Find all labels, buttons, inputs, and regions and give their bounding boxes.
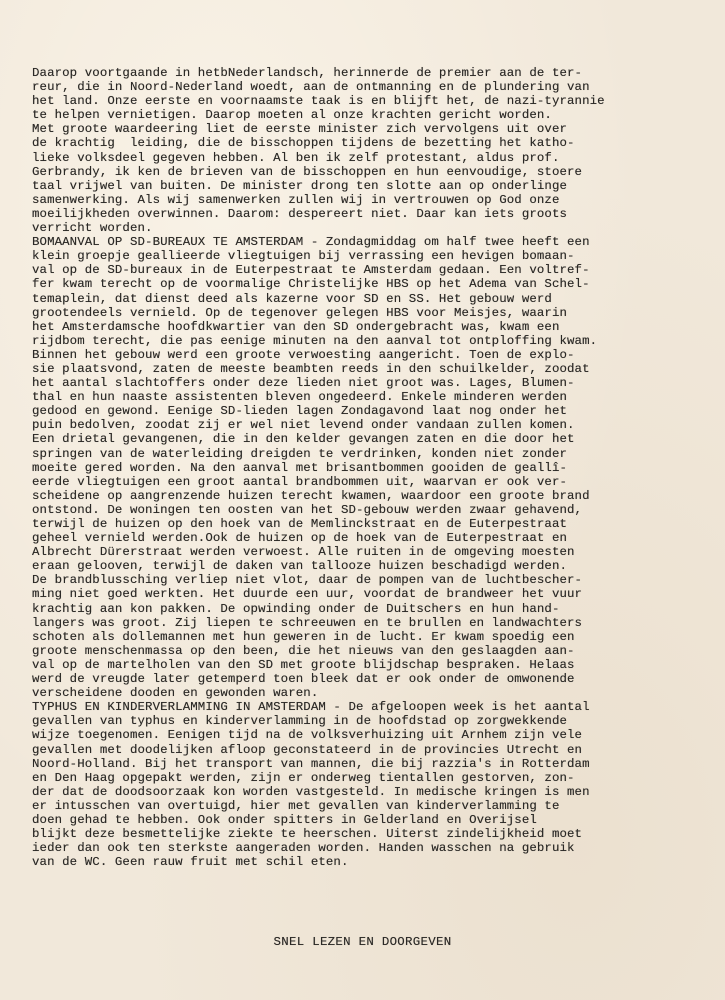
text-line: Albrecht Dürerstraat werden verwoest. Alle ruiten in de omgeving moesten [32, 545, 575, 560]
text-line: sie plaatsvond, zaten de meeste beambten reeds in den schuilkelder, zoodat [32, 361, 590, 376]
text-line: Daarop voortgaande in hetbNederlandsch, herinnerde de premier aan de ter- [32, 66, 583, 80]
text-line: langers was groot. Zij liepen te schreeuwen en te brullen en landwachters [32, 615, 583, 630]
text-line: samenwerking. Als wij samenwerken zullen wij in vertrouwen op God onze [32, 192, 560, 207]
text-line: blijkt deze besmettelijke ziekte te heerschen. Uiterst zindelijkheid moet [32, 827, 583, 842]
text-line: puin bedolven, zoodat zij er wel niet levend onder vandaan zullen komen. [32, 418, 575, 433]
text-line: taal vrijwel van buiten. De minister drong ten slotte aan op onderlinge [32, 178, 568, 193]
text-line: rijdbom terecht, die pas eenige minuten na den aanval tot ontploffing kwam. [32, 333, 598, 348]
text-line: eerde vliegtuigen een groot aantal brandbommen uit, waarvan er ook ver- [32, 474, 568, 489]
text-line: der dat de doodsoorzaak kon worden vastgesteld. In medische kringen is men [32, 784, 590, 799]
text-line: scheidene op aangrenzende huizen terecht kwamen, waardoor een groote brand [32, 488, 590, 503]
text-line: moeilijkheden overwinnen. Daarom: despereert niet. Daar kan iets groots [32, 206, 568, 221]
text-line: Gerbrandy, ik ken de brieven van de bisschoppen en hun eenvoudige, stoere [32, 164, 583, 179]
text-line: BOMAANVAL OP SD-BUREAUX TE AMSTERDAM - Zondagmiddag om half twee heeft een [32, 235, 590, 250]
text-line: val op de martelholen van den SD met groote blijdschap bespraken. Helaas [32, 657, 575, 672]
text-line: springen van de waterleiding dreigden te verdrinken, konden niet zonder [32, 446, 568, 461]
closing-line: SNEL LEZEN EN DOORGEVEN [273, 935, 452, 949]
text-line: verscheidene dooden en gewonden waren. [32, 686, 319, 701]
text-line: lieke volksdeel gegeven hebben. Al ben ik zelf protestant, aldus prof. [32, 150, 560, 165]
text-line: de krachtig leiding, die de bisschoppen tijdens de bezetting het katho- [32, 136, 575, 151]
text-line: te helpen vernietigen. Daarop moeten al onze krachten gericht worden. [32, 108, 552, 123]
text-line: werd de vreugde later getemperd toen bleek dat er ook onder de omwonende [32, 672, 575, 687]
text-line: doen gehad te hebben. Ook onder spitters in Gelderland en Overijsel [32, 812, 537, 827]
text-line: van de WC. Geen rauw fruit met schil eten. [32, 855, 349, 870]
text-line: gedood en gewond. Eenige SD-lieden lagen Zondagavond laat nog onder het [32, 404, 568, 419]
text-line: ming niet goed werkten. Het duurde een uur, voordat de brandweer het vuur [32, 587, 583, 602]
text-line: De brandblussching verliep niet vlot, daar de pompen van de luchtbescher- [32, 573, 583, 588]
text-line: Noord-Holland. Bij het transport van mannen, die bij razzia's in Rotterdam [32, 756, 590, 771]
text-line: en Den Haag opgepakt werden, zijn er onderweg tientallen gestorven, zon- [32, 770, 575, 785]
text-line: terwijl de huizen op den hoek van de Memlinckstraat en de Euterpestraat [32, 517, 568, 531]
text-line: eraan gelooven, terwijl de daken van tallooze huizen beschadigd werden. [32, 559, 568, 574]
text-line: het Amsterdamsche hoofdkwartier van den SD ondergebracht was, kwam een [32, 319, 560, 334]
text-line: moeite gered worden. Na den aanval met brisantbommen gooiden de geallî- [32, 460, 568, 475]
text-line: verricht worden. [32, 221, 153, 236]
text-line: temaplein, dat dienst deed als kazerne voor SD en SS. Het gebouw werd [32, 291, 552, 306]
text-line: grootendeels vernield. Op de tegenover gelegen HBS voor Meisjes, waarin [32, 305, 568, 320]
text-line: krachtig aan kon pakken. De opwinding onder de Duitschers en hun hand- [32, 601, 560, 616]
text-line: het land. Onze eerste en voornaamste taak is en blijft het, de nazi-tyrannie [32, 94, 605, 109]
text-line: gevallen van typhus en kinderverlamming in de hoofdstad op zorgwekkende [32, 714, 568, 729]
text-line: klein groepje geallieerde vliegtuigen bij verrassing een hevigen bomaan- [32, 249, 575, 264]
text-line: groote menschenmassa op den been, die het nieuws van den geslaagden aan- [32, 643, 575, 658]
text-line: het aantal slachtoffers onder deze lieden niet groot was. Lages, Blumen- [32, 376, 575, 391]
text-line: fer kwam terecht op de voormalige Christelijke HBS op het Adema van Schel- [32, 277, 590, 292]
text-line: geheel vernield werden.Ook de huizen op de hoek van de Euterpestraat en [32, 531, 568, 546]
typed-text-body [32, 66, 712, 869]
text-line: Met groote waardeering liet de eerste minister zich vervolgens uit over [32, 122, 568, 137]
text-line: wijze toegenomen. Eenigen tijd na de volksverhuizing uit Arnhem zijn vele [32, 728, 583, 743]
text-line: Binnen het gebouw werd een groote verwoesting aangericht. Toen de explo- [32, 347, 575, 362]
text-line: ontstond. De woningen ten oosten van het SD-gebouw werden zwaar gehavend, [32, 502, 583, 517]
text-line: er intusschen van overtuigd, hier met gevallen van kinderverlamming te [32, 798, 560, 813]
text-line: TYPHUS EN KINDERVERLAMMING IN AMSTERDAM - De afgeloopen week is het aantal [32, 700, 590, 715]
text-line: reur, die in Noord-Nederland woedt, aan de ontmanning en de plundering van [32, 80, 590, 95]
text-line: ieder dan ook ten sterkste aangeraden worden. Handen wasschen na gebruik [32, 841, 575, 856]
text-line: schoten als dollemannen met hun geweren in de lucht. Er kwam spoedig een [32, 629, 575, 644]
text-line: Een drietal gevangenen, die in den kelder gevangen zaten en die door het [32, 432, 575, 447]
text-line: thal en hun naaste assistenten bleven ongedeerd. Enkele minderen werden [32, 390, 568, 405]
text-line: gevallen met doodelijken afloop geconstateerd in de provincies Utrecht en [32, 742, 583, 757]
text-line: val op de SD-bureaux in de Euterpestraat te Amsterdam gedaan. Een voltref- [32, 263, 590, 278]
